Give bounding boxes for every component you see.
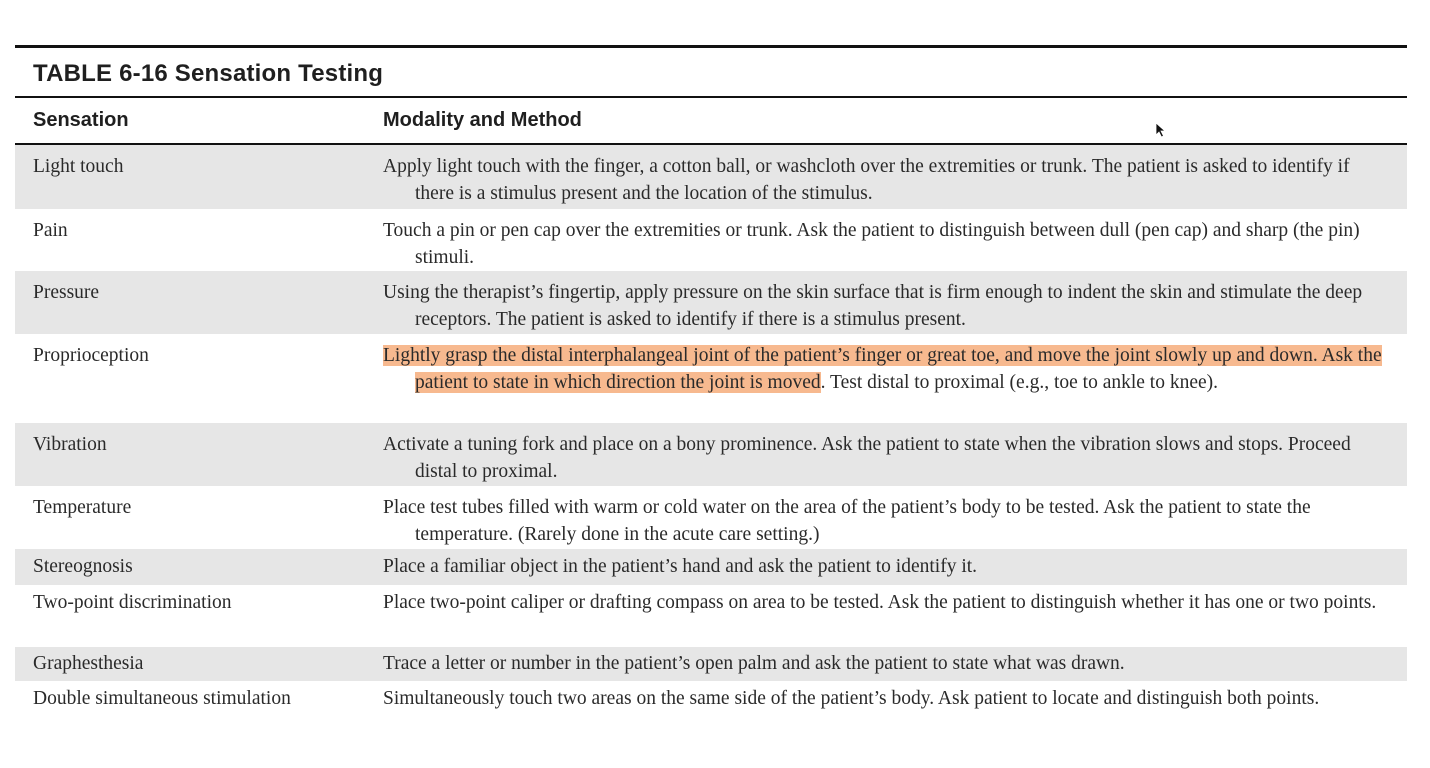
- row-method: Using the therapist’s fingertip, apply pressure on the skin surface that is firm enough to indent the skin and stimulate the deep receptors. The patient is asked to identify if there is a stimulus present.: [383, 282, 1363, 330]
- sensation-testing-table: [15, 45, 1407, 743]
- row-sensation: Pressure: [33, 282, 100, 303]
- table-title: TABLE 6-16 Sensation Testing: [33, 60, 384, 87]
- table-row: [15, 486, 1407, 549]
- row-sensation: Double simultaneous stimulation: [33, 688, 291, 709]
- row-method-cell: [383, 650, 1407, 675]
- row-method: Place a familiar object in the patient’s hand and ask the patient to identify it.: [383, 556, 978, 577]
- row-sensation: Temperature: [33, 497, 132, 518]
- row-sensation: Proprioception: [33, 345, 149, 366]
- table-header-row: [15, 98, 1407, 143]
- table-row: [15, 334, 1407, 423]
- row-method-cell: [383, 217, 1407, 268]
- row-sensation: Vibration: [33, 434, 107, 455]
- row-method-cell: [383, 153, 1407, 203]
- row-method: Touch a pin or pen cap over the extremities or trunk. Ask the patient to distinguish between dull (pen cap) and sharp (the pin) stimuli.: [383, 220, 1360, 268]
- table-row: [15, 423, 1407, 486]
- table-row: [15, 585, 1407, 647]
- row-method: Place test tubes filled with warm or cold water on the area of the patient’s body to be tested. Ask the patient to state the temperature. (Rarely done in the acute care setting.): [383, 497, 1311, 545]
- row-sensation: Two-point discrimination: [33, 592, 232, 613]
- row-method-cell: [383, 553, 1407, 579]
- row-sensation: Stereognosis: [33, 556, 133, 577]
- row-method-rest: . Test distal to proximal (e.g., toe to ankle to knee).: [820, 372, 1219, 393]
- row-method: Simultaneously touch two areas on the same side of the patient’s body. Ask patient to locate and distinguish both points.: [383, 688, 1320, 709]
- row-method: Activate a tuning fork and place on a bony prominence. Ask the patient to state when the vibration slows and stops. Proceed distal to proximal.: [383, 434, 1351, 482]
- header-sensation: Sensation: [33, 109, 129, 131]
- table-row: [15, 647, 1407, 681]
- row-method-cell: [383, 494, 1407, 543]
- row-method-cell: [383, 342, 1407, 417]
- row-sensation: Light touch: [33, 156, 124, 177]
- row-method-cell: [383, 279, 1407, 328]
- table-row: [15, 681, 1407, 743]
- row-sensation: Graphesthesia: [33, 653, 144, 674]
- header-method: Modality and Method: [383, 109, 582, 131]
- row-method-cell: [383, 685, 1407, 737]
- row-method: [383, 342, 1393, 396]
- table-row: [15, 145, 1407, 209]
- row-method: Trace a letter or number in the patient’s open palm and ask the patient to state what was drawn.: [383, 653, 1125, 674]
- row-method-cell: [383, 589, 1407, 641]
- table-row: [15, 209, 1407, 271]
- row-method-cell: [383, 431, 1407, 480]
- table-row: [15, 549, 1407, 585]
- row-method: Place two-point caliper or drafting compass on area to be tested. Ask the patient to distinguish whether it has one or two points.: [383, 592, 1377, 613]
- mouse-pointer-icon: [1155, 122, 1167, 138]
- row-method: Apply light touch with the finger, a cotton ball, or washcloth over the extremities or trunk. The patient is asked to identify if there is a stimulus present and the location of the stimulus.: [383, 156, 1350, 204]
- row-sensation: Pain: [33, 220, 68, 241]
- table-row: [15, 271, 1407, 334]
- highlighted-text: Lightly grasp the distal interphalangeal joint of the patient’s finger or great toe, and move the joint slowly up and down. Ask the patient to state in which direction the joint is moved: [383, 345, 1382, 393]
